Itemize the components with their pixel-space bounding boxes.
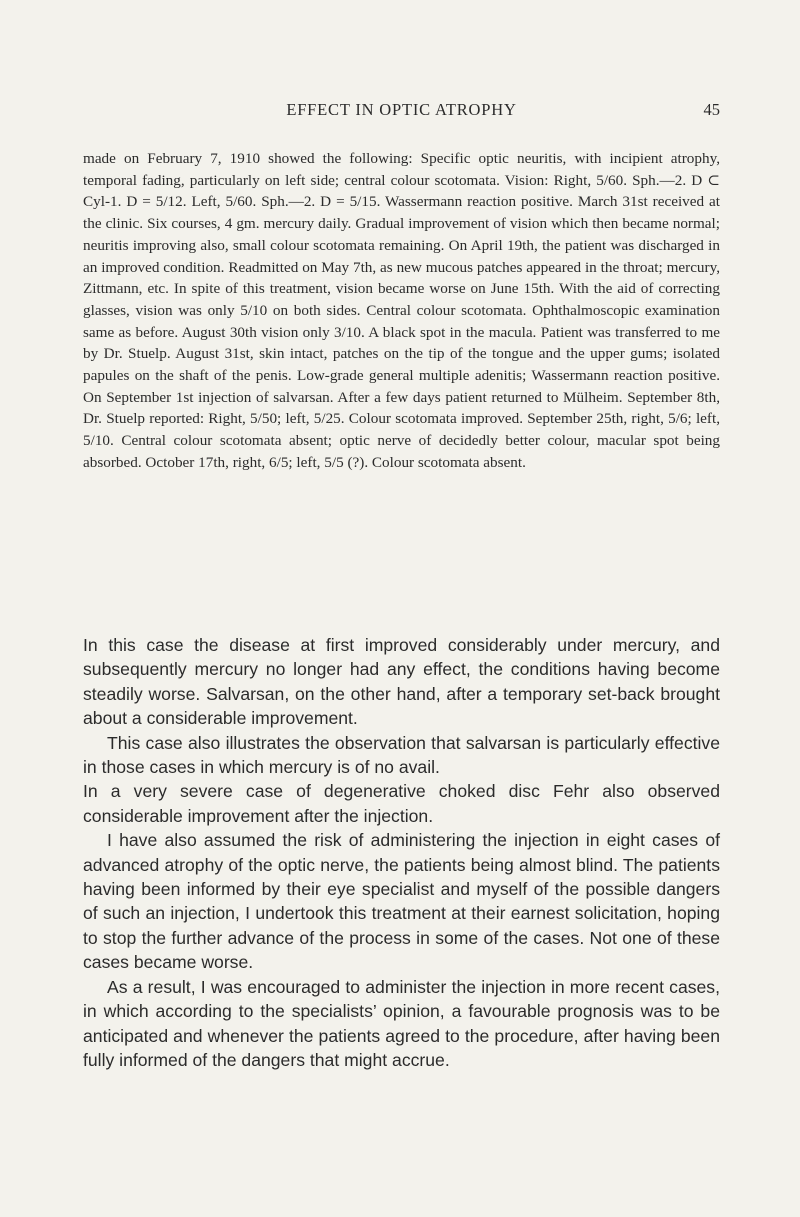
page-number: 45 (703, 100, 720, 119)
body-paragraph: This case also illustrates the observation that salvarsan is particularly effective in those cases in which mercury is of no avail. (83, 732, 720, 778)
body-text (83, 633, 720, 1072)
body-paragraph: In a very severe case of degenerative choked disc Fehr also observed considerable improvement after the injection. (83, 781, 720, 826)
body-paragraph: I have also assumed the risk of administering the injection in eight cases of advanced atrophy of the optic nerve, the patients being almost blind. The patients having been informed by their eye specialist and myself of the possible dangers of such an injection, I undertook this treatment at their earnest solicitation, hoping to stop the further advance of the process in some of the cases. Not one of these cases became worse. (83, 830, 720, 973)
case-notes-paragraph: made on February 7, 1910 showed the following: Specific optic neuritis, with incipient atrophy, temporal fading, particularly on left side; central colour scotomata. Vision: Right, 5/60. Sph.—2. D ⊂ Cyl-1. D = 5/12. Left, 5/60. Sph.—2. D = 5/15. Wassermann reaction positive. March 31st received at the clinic. Six courses, 4 gm. mercury daily. Gradual improvement of vision which then became normal; neuritis improving also, small colour scotomata remaining. On April 19th, the patient was discharged in an improved condition. Readmitted on May 7th, as new mucous patches appeared in the throat; mercury, Zittmann, etc. In spite of this treatment, vision became worse on June 15th. With the aid of correcting glasses, vision was only 5/10 on both sides. Central colour scotomata. Ophthalmoscopic examination same as before. August 30th vision only 3/10. A black spot in the macula. Patient was transferred to me by Dr. Stuelp. August 31st, skin intact, patches on the tip of the tongue and the upper gums; isolated papules on the shaft of the penis. Low-grade general multiple adenitis; Wassermann reaction positive. On September 1st injection of salvarsan. After a few days patient returned to Mülheim. September 8th, Dr. Stuelp reported: Right, 5/50; left, 5/25. Colour scotomata improved. September 25th, right, 5/6; left, 5/10. Central colour scotomata absent; optic nerve of decidedly better colour, macular spot being absorbed. October 17th, right, 6/5; left, 5/5 (?). Colour scotomata absent. (83, 150, 720, 471)
body-paragraph: As a result, I was encouraged to administer the injection in more recent cases, in which according to the specialists’ opinion, a favourable prognosis was to be anticipated and whenever the patients agreed to the procedure, after having been fully informed of the dangers that might accrue. (83, 976, 720, 1070)
body-paragraph: In this case the disease at first improved considerably under mercury, and subsequently mercury no longer had any effect, the conditions having become steadily worse. Salvarsan, on the other hand, after a temporary set-back brought about a considerable improvement. (83, 635, 720, 729)
running-title: EFFECT IN OPTIC ATROPHY (286, 100, 517, 119)
running-head (83, 100, 720, 124)
